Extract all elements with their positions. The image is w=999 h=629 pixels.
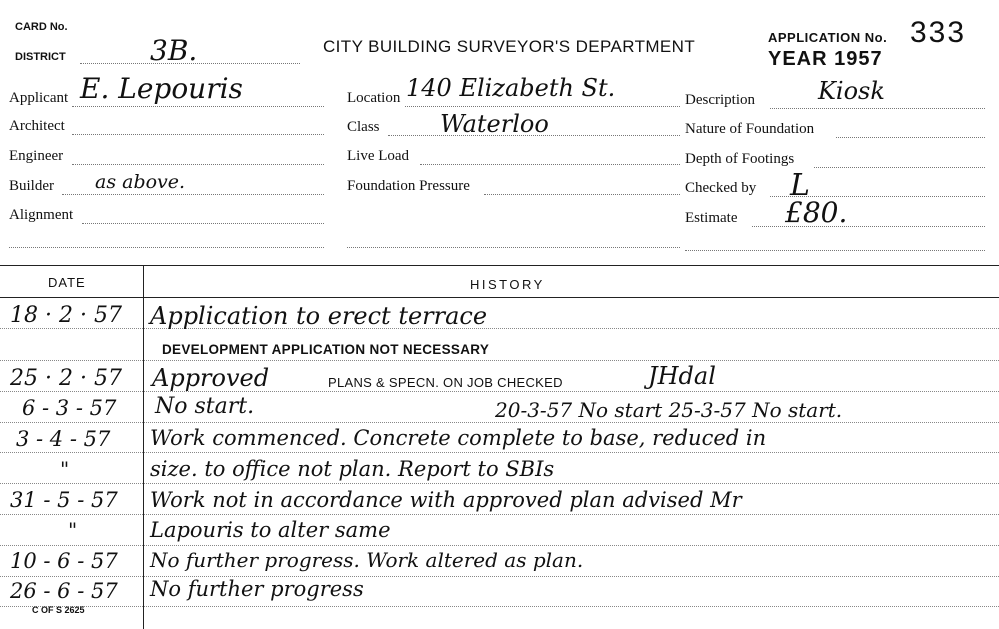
department-title: CITY BUILDING SURVEYOR'S DEPARTMENT: [323, 37, 696, 56]
year-label: YEAR 1957: [768, 48, 883, 70]
history-stamp: DEVELOPMENT APPLICATION NOT NECESSARY: [162, 342, 490, 357]
history-text: No further progress. Work altered as plan.: [150, 548, 584, 572]
alignment-line-2: [9, 247, 324, 248]
row-rule: [0, 422, 999, 423]
description-line: [770, 108, 985, 109]
history-text: Lapouris to alter same: [150, 518, 391, 542]
live-load-label: Live Load: [347, 148, 410, 164]
application-number: 333: [910, 16, 967, 49]
table-header-rule: [0, 297, 999, 298]
foundation-pressure-label: Foundation Pressure: [347, 178, 470, 194]
history-text: No start.: [155, 394, 255, 419]
location-line: [405, 106, 680, 107]
history-header: HISTORY: [470, 277, 545, 292]
class-value: Waterloo: [440, 110, 549, 138]
location-label: Location: [347, 90, 401, 106]
form-code: C OF S 2625: [32, 605, 85, 615]
nature-foundation-label: Nature of Foundation: [685, 121, 815, 137]
location-value: 140 Elizabeth St.: [406, 74, 616, 102]
history-date: ": [60, 457, 70, 481]
history-date: 26 - 6 - 57: [10, 579, 118, 603]
architect-label: Architect: [9, 118, 65, 134]
history-stamp: PLANS & SPECN. ON JOB CHECKED: [328, 375, 563, 390]
history-text: Work commenced. Concrete complete to base, reduced in: [150, 426, 767, 450]
right-line-2: [685, 250, 985, 251]
live-load-line: [420, 164, 680, 165]
history-date: 6 - 3 - 57: [22, 396, 117, 420]
estimate-label: Estimate: [685, 210, 738, 226]
builder-line: [62, 194, 324, 195]
builder-value: as above.: [95, 171, 186, 193]
row-rule: [0, 391, 999, 392]
applicant-label: Applicant: [9, 90, 69, 106]
architect-line: [72, 134, 324, 135]
checked-by-label: Checked by: [685, 180, 757, 196]
row-rule: [0, 514, 999, 515]
signature: JHdal: [648, 362, 716, 390]
alignment-label: Alignment: [9, 207, 74, 223]
date-column-divider: [143, 265, 144, 629]
history-date: ": [68, 518, 78, 542]
history-text: Application to erect terrace: [150, 302, 488, 330]
checked-by-value: L: [790, 168, 810, 203]
history-extra: 20-3-57 No start 25-3-57 No start.: [495, 398, 843, 422]
history-text: size. to office not plan. Report to SBIs: [150, 457, 555, 481]
history-text: Approved: [152, 364, 270, 392]
row-rule: [0, 545, 999, 546]
applicant-value: E. Lepouris: [80, 72, 243, 105]
history-date: 10 - 6 - 57: [10, 549, 118, 573]
history-date: 18 · 2 · 57: [10, 303, 122, 328]
applicant-line: [72, 106, 324, 107]
depth-footings-label: Depth of Footings: [685, 151, 795, 167]
depth-footings-line: [814, 167, 985, 168]
engineer-line: [72, 164, 324, 165]
history-date: 31 - 5 - 57: [10, 488, 118, 512]
foundation-pressure-line: [484, 194, 680, 195]
nature-foundation-line: [836, 137, 985, 138]
district-value: 3B.: [150, 34, 198, 67]
table-top-rule: [0, 265, 999, 266]
history-text: No further progress: [150, 577, 364, 601]
description-value: Kiosk: [818, 77, 885, 105]
history-text: Work not in accordance with approved plan advised Mr: [150, 488, 742, 512]
history-date: 25 · 2 · 57: [10, 366, 122, 391]
district-label: DISTRICT: [15, 51, 66, 63]
class-label: Class: [347, 119, 380, 135]
date-header: DATE: [48, 275, 86, 290]
description-label: Description: [685, 92, 755, 108]
engineer-label: Engineer: [9, 148, 64, 164]
row-rule: [0, 606, 999, 607]
row-rule: [0, 360, 999, 361]
row-rule: [0, 452, 999, 453]
builder-label: Builder: [9, 178, 54, 194]
estimate-value: £80.: [785, 196, 848, 229]
alignment-line: [82, 223, 324, 224]
history-date: 3 - 4 - 57: [16, 427, 111, 451]
card-no-label: CARD No.: [15, 21, 68, 33]
application-label: APPLICATION No.: [768, 30, 888, 45]
middle-line-2: [347, 247, 680, 248]
row-rule: [0, 483, 999, 484]
